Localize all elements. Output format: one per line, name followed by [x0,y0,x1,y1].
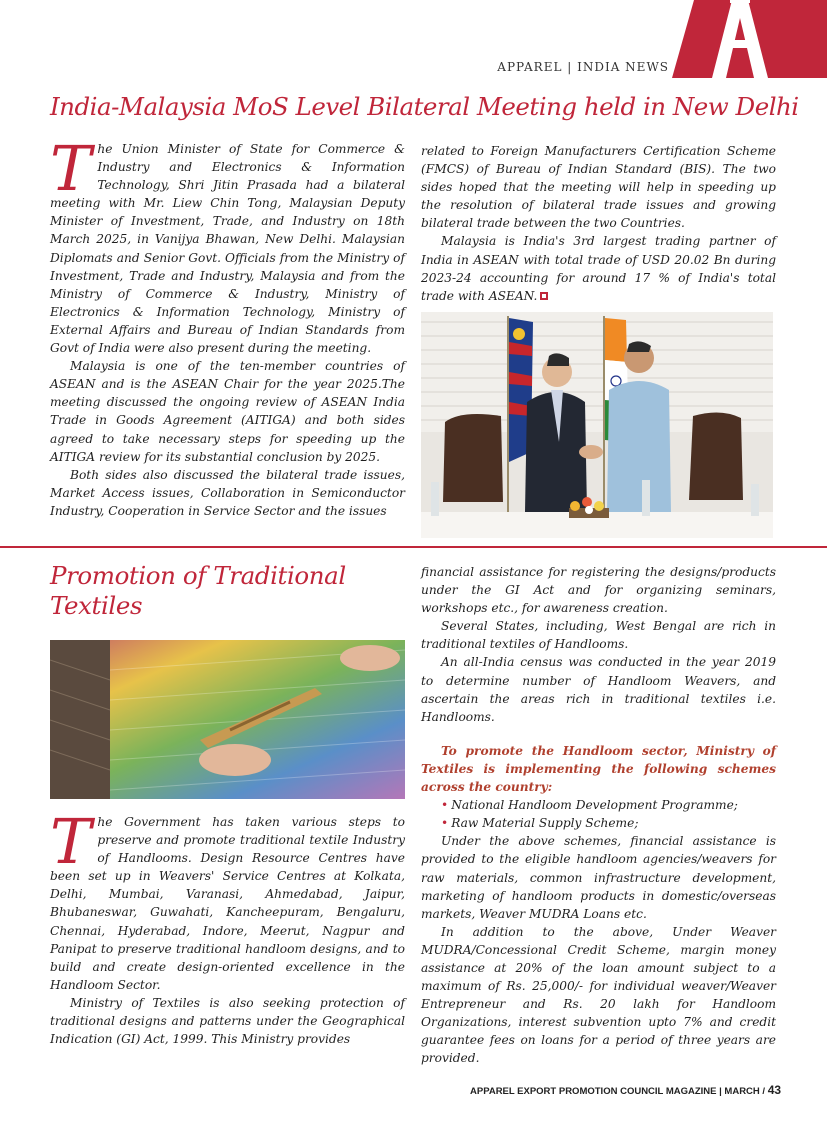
article2-left-column [50,805,405,1048]
scheme-name: Raw Material Supply Scheme; [451,816,639,831]
article2-right-column [421,563,776,1068]
drop-cap: T [50,132,92,205]
meeting-photo [421,312,773,538]
article1-paragraph: related to Foreign Manufacturers Certification Scheme (FMCS) of Bureau of Indian Standard (BIS). The two sides hoped that the meeting will help in speeding up the resolution of bilateral trade issues and growing bilateral trade between the two Countries. [421,144,776,231]
article1-paragraph: Malaysia is one of the ten-member countries of ASEAN and is the ASEAN Chair for the year 2025.The meeting discussed the ongoing review of ASEAN India Trade in Goods Agreement (AITIGA) and both sides agreed to take necessary steps for speeding up the AITIGA review for its substantial conclusion by 2025. [50,359,405,464]
schemes-heading: To promote the Handloom sector, Ministry of Textiles is implementing the following schemes across the country: [421,743,776,795]
article2-paragraph: In addition to the above, Under Weaver MUDRA/Concessional Credit Scheme, margin money assistance at 20% of the loan amount subject to a maximum of Rs. 25,000/- for individual weaver/Weaver Entrepreneur and Rs. 20 lakh for Handloom Organizations, interest subvention upto 7% and credit guarantee fees on loans for a period of three years are provided. [421,924,776,1066]
article-title: India-Malaysia MoS Level Bilateral Meeting held in New Delhi [50,92,799,121]
article-title: Promotion of Traditional Textiles [50,561,346,620]
magazine-name: APPAREL EXPORT PROMOTION COUNCIL MAGAZINE | MARCH / [470,1086,766,1097]
magazine-logo-icon [672,0,827,78]
page-footer [470,1083,781,1097]
article1-left-column [50,132,405,520]
article2-paragraph: An all-India census was conducted in the year 2019 to determine number of Handloom Weavers, and ascertain the areas rich in traditional textiles i.e. Handlooms. [421,655,776,724]
handloom-photo [50,640,405,799]
article1-paragraph: Malaysia is India's 3rd largest trading partner of India in ASEAN with total trade of USD 20.02 Bn during 2023-24 accounting for around 17 % of India's total trade with ASEAN. [421,234,776,303]
section-label: APPAREL | INDIA NEWS [497,60,669,74]
section-divider [0,546,827,548]
article1-paragraph: Both sides also discussed the bilateral trade issues, Market Access issues, Collaboration in Semiconductor Industry, Cooperation in Service Sector and the issues [50,467,405,518]
scheme-list-item [421,814,776,832]
scheme-name: National Handloom Development Programme; [451,798,738,813]
end-of-article-icon [540,292,548,300]
drop-cap: T [50,805,92,878]
article1-paragraph: he Union Minister of State for Commerce & Industry and Electronics & Information Technology, Shri Jitin Prasada had a bilateral meeting with Mr. Liew Chin Tong, Malaysian Deputy Minister of Investment, Trade, and Industry on 18th March 2025, in Vanijya Bhawan, New Delhi. Malaysian Diplomats and Senior Govt. Officials from the Ministry of Investment, Trade and Industry, Malaysia and from the Ministry of Commerce & Industry, Ministry of Electronics & Information Technology, Ministry of External Affairs and Bureau of Indian Standards from Govt of India were also present during the meeting. [50,142,405,356]
article2-paragraph: financial assistance for registering the designs/products under the GI Act and for organizing seminars, workshops etc., for awareness creation. [421,565,776,616]
article2-paragraph: Under the above schemes, financial assistance is provided to the eligible handloom agencies/weavers for raw materials, common infrastructure development, marketing of handloom products in domestic/overseas markets, Weaver MUDRA Loans etc. [421,834,776,921]
article1-right-column [421,142,776,305]
scheme-list-item [421,796,776,814]
article2-paragraph: Ministry of Textiles is also seeking protection of traditional designs and patterns under the Geographical Indication (GI) Act, 1999. This Ministry provides [50,995,405,1047]
bullet-icon: • [441,798,449,813]
article2-paragraph: Several States, including, West Bengal are rich in traditional textiles of Handlooms. [421,619,776,652]
bullet-icon: • [441,816,449,831]
page-number: 43 [767,1083,782,1097]
article2-paragraph: he Government has taken various steps to preserve and promote traditional textile Industry of Handlooms. Design Resource Centres have been set up in Weavers' Service Centres at Kolkata, Delhi, Mumbai, Varanasi, Ahmedabad, Jaipur, Bhubaneswar, Guwahati, Kancheepuram, Bengaluru, Chennai, Hyderabad, Indore, Meerut, Nagpur and Panipat to preserve traditional handloom designs, and to build and create design-oriented excellence in the Handloom Sector. [50,815,405,992]
